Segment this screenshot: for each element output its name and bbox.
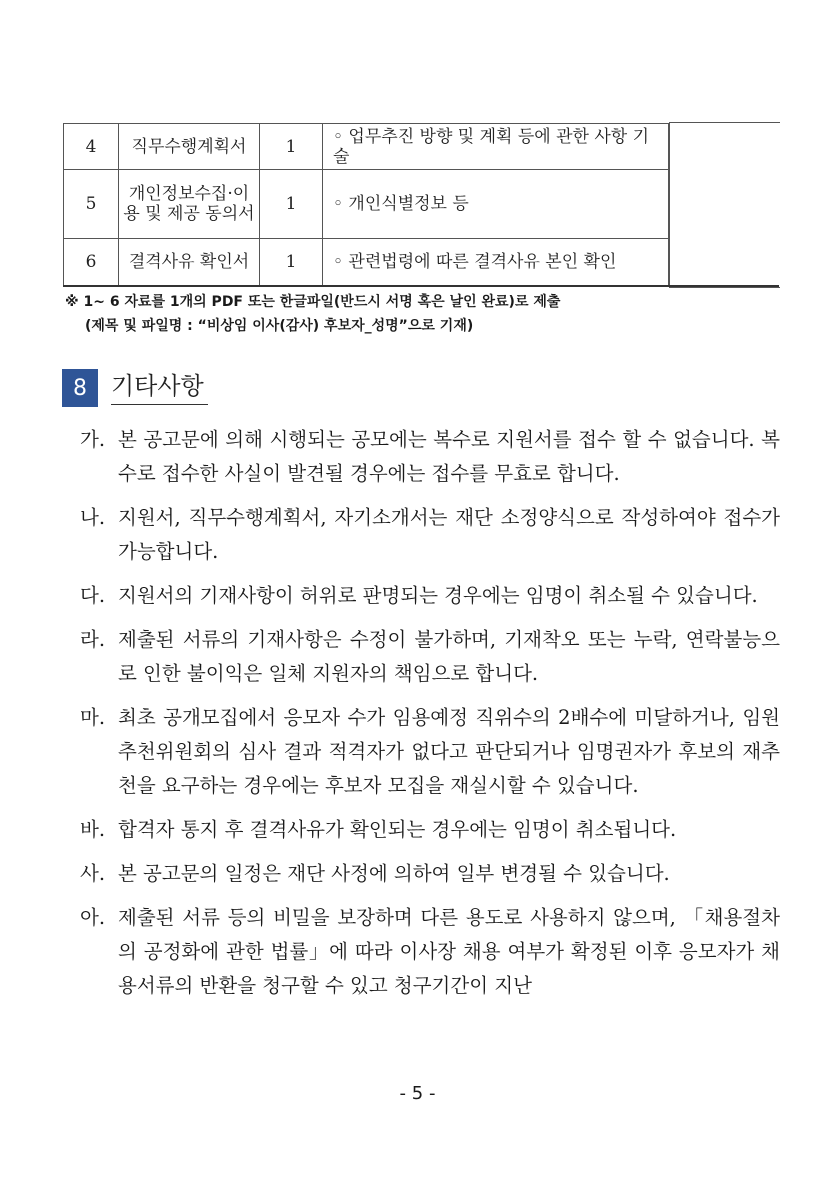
document-count: 1 bbox=[260, 170, 323, 239]
list-item bbox=[80, 813, 780, 847]
list-item-text: 합격자 통지 후 결격사유가 확인되는 경우에는 임명이 취소됩니다. bbox=[118, 818, 677, 841]
row-number: 5 bbox=[64, 170, 119, 239]
submission-note bbox=[65, 290, 785, 338]
list-item-label: 나. bbox=[80, 506, 106, 529]
list-item-label: 바. bbox=[80, 818, 106, 841]
table-row bbox=[64, 239, 669, 286]
list-item bbox=[80, 623, 780, 691]
list-item bbox=[80, 701, 780, 803]
list-item-text: 본 공고문에 의해 시행되는 공모에는 복수로 지원서를 접수 할 수 없습니다. 복수로 접수한 사실이 발견될 경우에는 접수를 무효로 합니다. bbox=[118, 428, 780, 485]
list-item-text: 지원서의 기재사항이 허위로 판명되는 경우에는 임명이 취소될 수 있습니다. bbox=[118, 584, 758, 607]
list-item-label: 다. bbox=[80, 584, 106, 607]
section-title: 기타사항 bbox=[111, 370, 208, 405]
document-description: ◦ 업무추진 방향 및 계획 등에 관한 사항 기술 bbox=[323, 124, 669, 170]
list-item-label: 마. bbox=[80, 706, 106, 729]
page-number: - 5 - bbox=[399, 1083, 436, 1104]
list-item bbox=[80, 423, 780, 491]
list-item-label: 라. bbox=[80, 628, 106, 651]
table-merged-cell bbox=[669, 122, 780, 288]
row-number: 6 bbox=[64, 239, 119, 286]
list-item bbox=[80, 501, 780, 569]
document-name: 개인정보수집·이용 및 제공 동의서 bbox=[119, 170, 260, 239]
list-item-label: 사. bbox=[80, 862, 106, 885]
list-item-text: 지원서, 직무수행계획서, 자기소개서는 재단 소정양식으로 작성하여야 접수가 가능합니다. bbox=[118, 506, 780, 563]
list-item-label: 아. bbox=[80, 906, 106, 929]
table-row bbox=[64, 170, 669, 239]
section-number: 8 bbox=[62, 369, 98, 407]
document-name: 직무수행계획서 bbox=[119, 124, 260, 170]
list-item bbox=[80, 579, 780, 613]
document-table bbox=[63, 123, 669, 286]
list-item-text: 제출된 서류의 기재사항은 수정이 불가하며, 기재착오 또는 누락, 연락불능으로 인한 불이익은 일체 지원자의 책임으로 합니다. bbox=[118, 628, 780, 685]
table-bottom-rule bbox=[63, 285, 779, 287]
note-line-2: (제목 및 파일명 : “비상임 이사(감사) 후보자_성명”으로 기재) bbox=[85, 318, 474, 334]
table-row bbox=[64, 124, 669, 170]
list-item-text: 본 공고문의 일정은 재단 사정에 의하여 일부 변경될 수 있습니다. bbox=[118, 862, 670, 885]
document-count: 1 bbox=[260, 124, 323, 170]
document-description: ◦ 관련법령에 따른 결격사유 본인 확인 bbox=[323, 239, 669, 286]
list-item-label: 가. bbox=[80, 428, 106, 451]
document-count: 1 bbox=[260, 239, 323, 286]
notice-list bbox=[80, 423, 780, 1013]
list-item-text: 최초 공개모집에서 응모자 수가 임용예정 직위수의 2배수에 미달하거나, 임원추천위원회의 심사 결과 적격자가 없다고 판단되거나 임명권자가 후보의 재추천을 요구하는 경우에는 후보자 모집을 재실시할 수 있습니다. bbox=[118, 706, 780, 797]
list-item bbox=[80, 901, 780, 1003]
document-description: ◦ 개인식별정보 등 bbox=[323, 170, 669, 239]
list-item bbox=[80, 857, 780, 891]
row-number: 4 bbox=[64, 124, 119, 170]
list-item-text: 제출된 서류 등의 비밀을 보장하며 다른 용도로 사용하지 않으며, 「채용절차의 공정화에 관한 법률」에 따라 이사장 채용 여부가 확정된 이후 응모자가 채용서류의 반환을 청구할 수 있고 청구기간이 지난 bbox=[118, 906, 780, 997]
document-name: 결격사유 확인서 bbox=[119, 239, 260, 286]
note-line-1: ※ 1~ 6 자료를 1개의 PDF 또는 한글파일(반드시 서명 혹은 날인 완료)로 제출 bbox=[65, 294, 561, 310]
